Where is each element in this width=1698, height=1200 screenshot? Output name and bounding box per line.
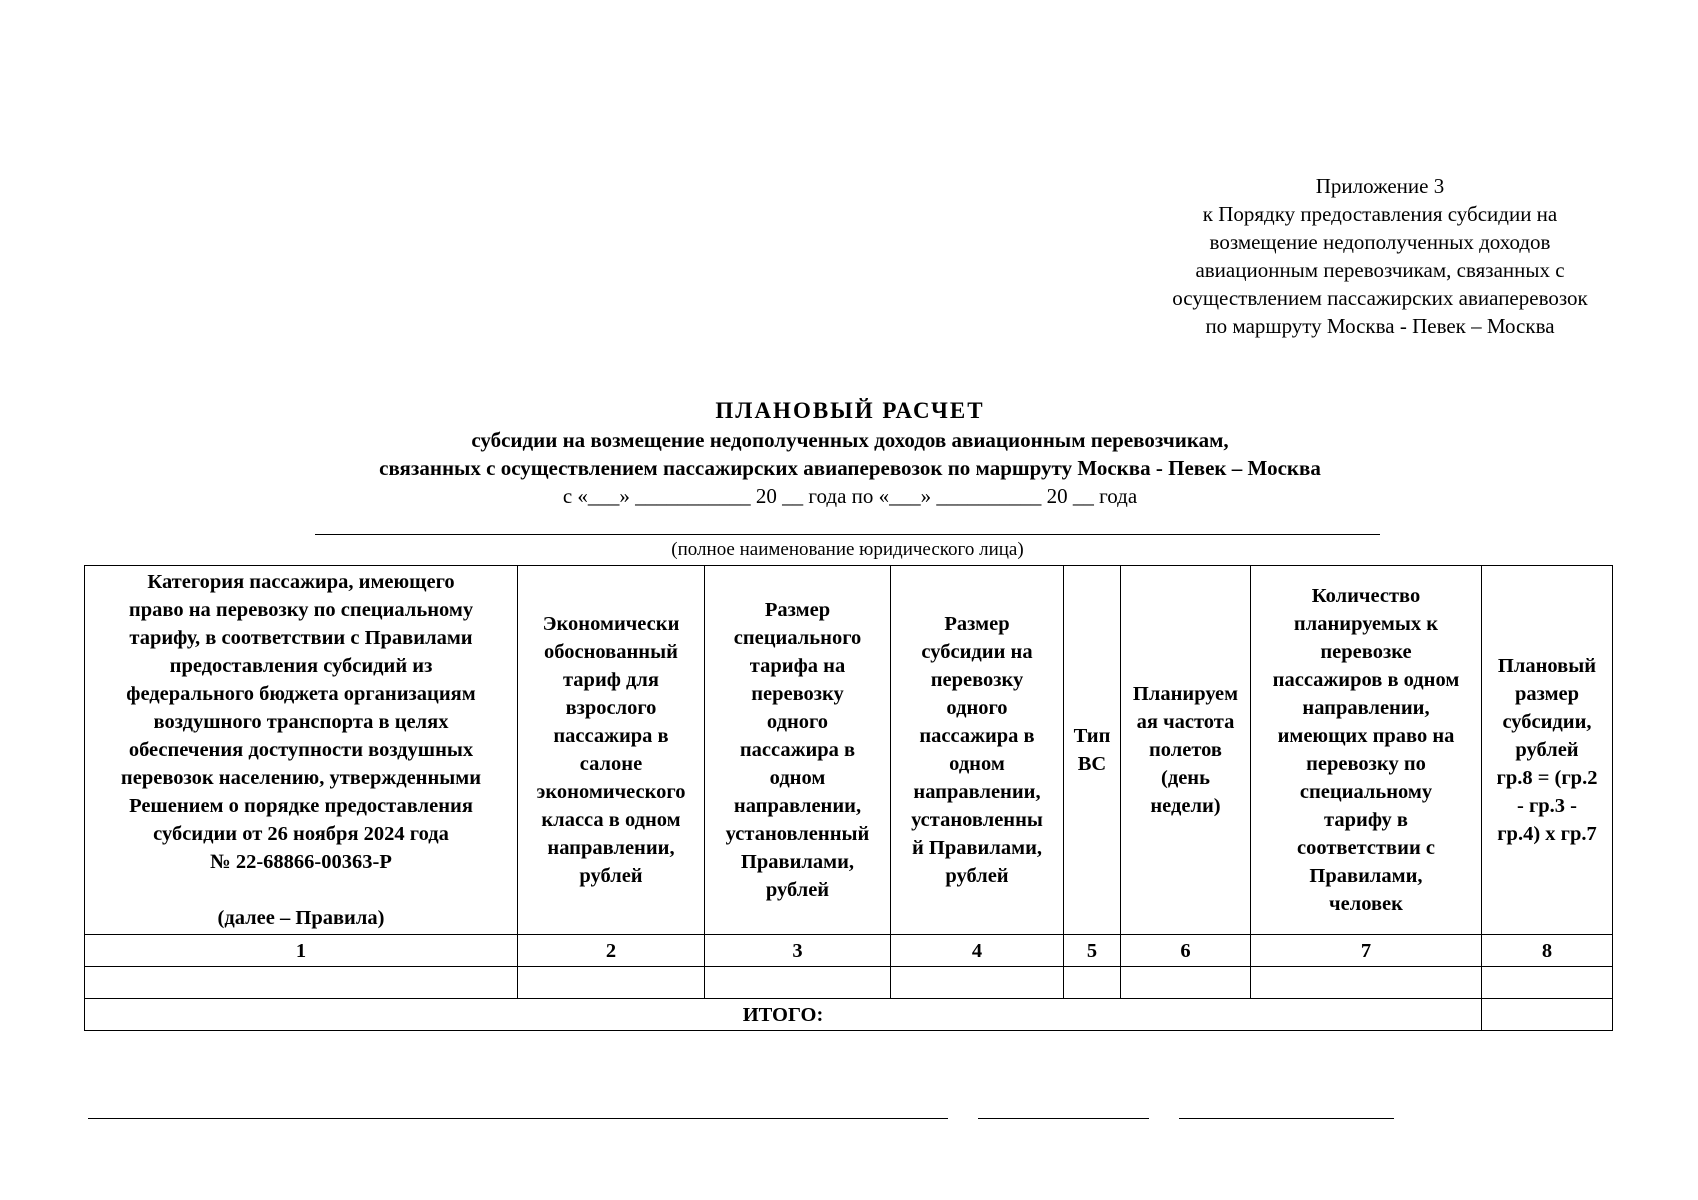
header-cell-planned-subsidy	[1482, 566, 1613, 935]
header-line: (далее – Правила)	[217, 907, 385, 929]
column-number-cell: 2	[518, 935, 705, 967]
header-line: Решением о порядке предоставления	[129, 795, 473, 817]
header-line: специальному	[1299, 781, 1433, 803]
header-cell-passenger-count	[1251, 566, 1482, 935]
signature-line	[978, 1118, 1149, 1119]
header-line: гр.4) х гр.7	[1497, 823, 1597, 845]
header-line: недели)	[1150, 795, 1221, 817]
header-line: установленны	[911, 809, 1043, 831]
header-line: установленный	[725, 823, 870, 845]
header-line: одном	[769, 767, 826, 789]
header-line: одного	[946, 697, 1008, 719]
header-line: Экономически	[542, 613, 680, 635]
header-line: рублей	[765, 879, 830, 901]
column-number-cell: 1	[85, 935, 518, 967]
total-value-cell	[1482, 999, 1613, 1031]
header-line: тарифа на	[749, 655, 846, 677]
appendix-line: авиационным перевозчикам, связанных с	[1195, 258, 1565, 282]
total-row	[85, 999, 1613, 1031]
appendix-line: к Порядку предоставления субсидии на	[1202, 202, 1558, 226]
appendix-line: Приложение 3	[1315, 174, 1445, 198]
header-line: Правилами,	[740, 851, 855, 873]
header-line: перевозке	[1320, 641, 1412, 663]
header-line: - гр.3 -	[1517, 795, 1577, 817]
header-line	[85, 876, 517, 904]
empty-data-cell	[1251, 967, 1482, 999]
header-line: направлении,	[1302, 697, 1430, 719]
header-line: пассажиров в одном	[1272, 669, 1460, 691]
appendix-header	[1120, 172, 1640, 340]
header-line: Тип	[1073, 725, 1111, 747]
header-line: Планируем	[1132, 683, 1239, 705]
header-cell-special-tariff	[705, 566, 891, 935]
header-line: тариф для	[562, 669, 660, 691]
period-line: с «___» ___________ 20 __ года по «___» __________ 20 __ года	[562, 484, 1138, 508]
header-line: ая частота	[1136, 711, 1235, 733]
column-number-cell: 3	[705, 935, 891, 967]
header-line: Плановый	[1497, 655, 1597, 677]
header-line: соответствии с	[1297, 837, 1435, 859]
header-line: Правилами,	[1309, 865, 1423, 887]
header-line: перевозку по	[1306, 753, 1426, 775]
header-line: предоставления субсидий из	[169, 655, 433, 677]
header-line: субсидии от 26 ноября 2024 года	[153, 823, 449, 845]
header-line: Количество	[1311, 585, 1421, 607]
header-line: взрослого	[565, 697, 657, 719]
header-line: воздушного транспорта в целях	[153, 711, 449, 733]
header-line: субсидии на	[921, 641, 1033, 663]
empty-data-cell	[1121, 967, 1251, 999]
header-line: право на перевозку по специальному	[128, 599, 474, 621]
appendix-line: возмещение недополученных доходов	[1209, 230, 1551, 254]
header-line: направлении,	[913, 781, 1041, 803]
header-line: ВС	[1077, 753, 1107, 775]
header-line: перевозку	[751, 683, 844, 705]
header-line: гр.8 = (гр.2	[1496, 767, 1598, 789]
empty-data-cell	[518, 967, 705, 999]
header-line: пассажира в	[553, 725, 669, 747]
header-line: полетов	[1148, 739, 1222, 761]
header-line: одного	[766, 711, 829, 733]
header-cell-economic-tariff	[518, 566, 705, 935]
header-cell-aircraft-type	[1064, 566, 1121, 935]
header-line: размер	[1514, 683, 1580, 705]
column-number-cell: 4	[891, 935, 1064, 967]
header-line: одном	[949, 753, 1005, 775]
header-line: имеющих право на	[1277, 725, 1455, 747]
header-line: направлении,	[733, 795, 862, 817]
appendix-line: по маршруту Москва - Певек – Москва	[1205, 314, 1555, 338]
empty-data-cell	[1064, 967, 1121, 999]
header-line: экономического	[536, 781, 686, 803]
header-line: пассажира в	[739, 739, 856, 761]
header-line: планируемых к	[1293, 613, 1439, 635]
header-line: № 22-68866-00363-Р	[210, 851, 392, 873]
document-title-block	[180, 396, 1520, 510]
document-subtitle-line-2: связанных с осуществлением пассажирских авиаперевозок по маршруту Москва - Певек – Москва	[379, 456, 1321, 480]
signature-name-line	[1179, 1118, 1394, 1119]
header-line: обеспечения доступности воздушных	[128, 739, 474, 761]
column-number-cell: 7	[1251, 935, 1482, 967]
empty-data-cell	[85, 967, 518, 999]
document-title: ПЛАНОВЫЙ РАСЧЕТ	[715, 398, 985, 423]
table-row	[85, 967, 1613, 999]
empty-data-cell	[705, 967, 891, 999]
header-line: рублей	[945, 865, 1009, 887]
total-label: ИТОГО:	[85, 999, 1482, 1031]
entity-name-caption: (полное наименование юридического лица)	[671, 539, 1024, 560]
header-line: обоснованный	[544, 641, 678, 663]
header-line: направлении,	[547, 837, 675, 859]
header-cell-subsidy-per-passenger	[891, 566, 1064, 935]
header-line: тарифу, в соответствии с Правилами	[129, 627, 473, 649]
header-line: тарифу в	[1324, 809, 1408, 831]
column-number-cell: 8	[1482, 935, 1613, 967]
header-line: рублей	[579, 865, 643, 887]
header-cell-flight-frequency	[1121, 566, 1251, 935]
header-line: перевозок населению, утвержденными	[120, 767, 482, 789]
table-header-row	[85, 566, 1613, 935]
header-line: (день	[1161, 767, 1210, 789]
signature-position-line	[88, 1118, 948, 1119]
header-line: федерального бюджета организациям	[126, 683, 476, 705]
empty-data-cell	[891, 967, 1064, 999]
empty-data-cell	[1482, 967, 1613, 999]
document-subtitle-line-1: субсидии на возмещение недополученных доходов авиационным перевозчикам,	[471, 428, 1229, 452]
header-line: пассажира в	[919, 725, 1035, 747]
header-line: специального	[733, 627, 862, 649]
header-line: класса в одном	[541, 809, 681, 831]
header-line: перевозку	[930, 669, 1024, 691]
header-line: субсидии,	[1502, 711, 1592, 733]
column-number-row	[85, 935, 1613, 967]
header-line: Категория пассажира, имеющего	[147, 571, 455, 593]
subsidy-calculation-table	[84, 565, 1613, 1031]
header-line: й Правилами,	[911, 837, 1043, 859]
entity-name-underline	[315, 534, 1380, 535]
header-cell-passenger-category	[85, 566, 518, 935]
header-line: салоне	[579, 753, 643, 775]
header-line: человек	[1329, 893, 1403, 915]
header-line: рублей	[1515, 739, 1579, 761]
column-number-cell: 5	[1064, 935, 1121, 967]
column-number-cell: 6	[1121, 935, 1251, 967]
header-line: Размер	[764, 599, 831, 621]
header-line: Размер	[944, 613, 1010, 635]
appendix-line: осуществлением пассажирских авиаперевозок	[1172, 286, 1588, 310]
